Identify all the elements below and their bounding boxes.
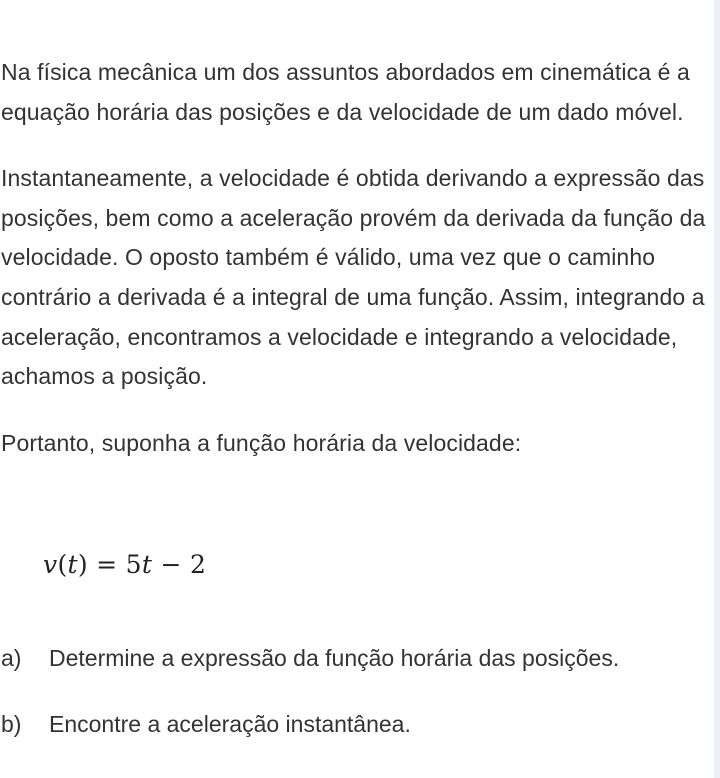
explanation-paragraph: Instantaneamente, a velocidade é obtida derivando a expressão das posições, bem como a aceleração provém da derivada da função da velocidade. O oposto também é válido, uma vez que o caminho contrário a derivada é a integral de uma função. Assim, integrando a aceleração, encontramos a velocidade e integrando a velocidade, achamos a posição.: [1, 165, 706, 390]
equation-variable: t: [141, 550, 153, 579]
question-b-marker: b): [1, 711, 22, 737]
equation-argument: t: [67, 550, 78, 579]
equation-constant: 2: [190, 550, 207, 579]
question-a-text: Determine a expressão da função horária das posições.: [49, 645, 620, 671]
equation-close-paren: ): [77, 550, 88, 579]
scrollbar-track[interactable]: [714, 0, 720, 778]
velocity-equation: [43, 550, 206, 579]
equation-open-paren: (: [57, 550, 68, 579]
prompt-paragraph: Portanto, suponha a função horária da velocidade:: [1, 429, 522, 456]
equation-minus-sign: −: [160, 550, 182, 579]
equation-function-symbol: v: [43, 550, 58, 579]
question-b-text: Encontre a aceleração instantânea.: [49, 711, 411, 737]
problem-text: [1, 53, 713, 463]
equation-equals-sign: =: [96, 550, 118, 579]
question-b: [1, 711, 411, 738]
equation-coefficient: 5: [125, 550, 142, 579]
intro-paragraph: Na física mecânica um dos assuntos abordados em cinemática é a equação horária das posições e da velocidade de um dado móvel.: [1, 59, 690, 125]
question-a-marker: a): [1, 645, 22, 671]
question-a: [1, 645, 619, 672]
